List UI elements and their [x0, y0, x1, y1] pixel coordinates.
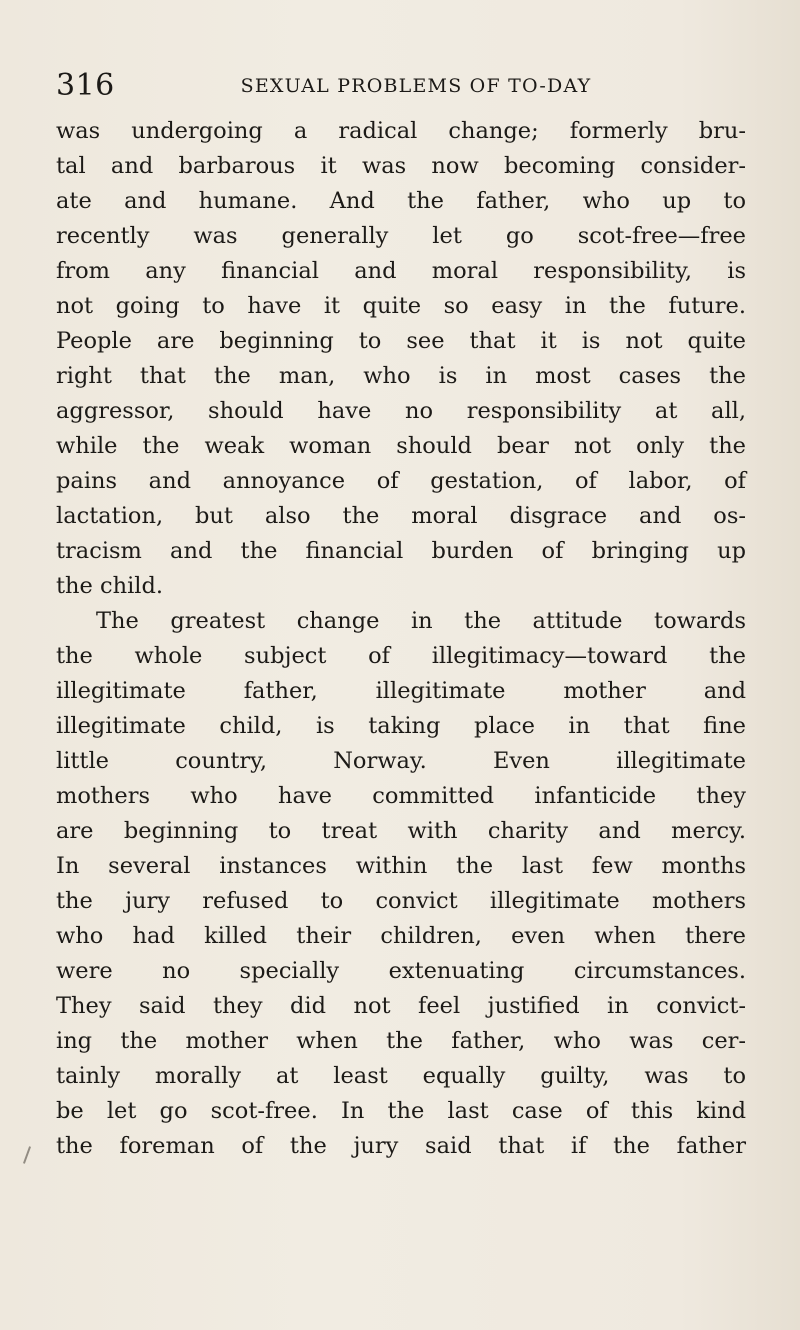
body-text [56, 114, 746, 1164]
text-line: lactation, but also the moral disgrace and os- [56, 503, 746, 529]
text-line: recently was generally let go scot-free—free [56, 223, 746, 249]
text-line: were no specially extenuating circumstances. [56, 958, 746, 984]
text-line: tal and barbarous it was now becoming consider- [56, 153, 746, 179]
text-line: the jury refused to convict illegitimate mothers [56, 888, 746, 914]
text-line: tracism and the financial burden of bringing up [56, 538, 746, 564]
margin-mark [23, 1146, 31, 1164]
text-line: the foreman of the jury said that if the father [56, 1133, 746, 1159]
text-line: People are beginning to see that it is not quite [56, 328, 746, 354]
running-head [56, 66, 748, 106]
text-line: aggressor, should have no responsibility at all, [56, 398, 746, 424]
text-line: They said they did not feel justified in convict- [56, 993, 746, 1019]
text-line: the whole subject of illegitimacy—toward the [56, 643, 746, 669]
text-line: from any financial and moral responsibility, is [56, 258, 746, 284]
paragraph-start-line: The greatest change in the attitude towards [96, 608, 746, 634]
text-line: are beginning to treat with charity and mercy. [56, 818, 746, 844]
paragraph-end-line: the child. [56, 573, 164, 599]
text-line: tainly morally at least equally guilty, was to [56, 1063, 746, 1089]
running-title: SEXUAL PROBLEMS OF TO-DAY [240, 75, 592, 97]
text-line: be let go scot-free. In the last case of this kind [56, 1098, 746, 1124]
text-line: who had killed their children, even when there [56, 923, 746, 949]
text-line: little country, Norway. Even illegitimate [56, 748, 746, 774]
text-line: In several instances within the last few months [56, 853, 746, 879]
text-line: while the weak woman should bear not only the [56, 433, 746, 459]
text-line: illegitimate father, illegitimate mother and [56, 678, 746, 704]
text-line: mothers who have committed infanticide they [56, 783, 746, 809]
page-number: 316 [56, 68, 115, 103]
text-line: not going to have it quite so easy in the future. [56, 293, 746, 319]
text-line: pains and annoyance of gestation, of labor, of [56, 468, 746, 494]
text-line: right that the man, who is in most cases the [56, 363, 746, 389]
text-line: ate and humane. And the father, who up to [56, 188, 746, 214]
text-line: was undergoing a radical change; formerly bru- [56, 118, 746, 144]
text-line: illegitimate child, is taking place in that fine [56, 713, 746, 739]
text-line: ing the mother when the father, who was cer- [56, 1028, 746, 1054]
